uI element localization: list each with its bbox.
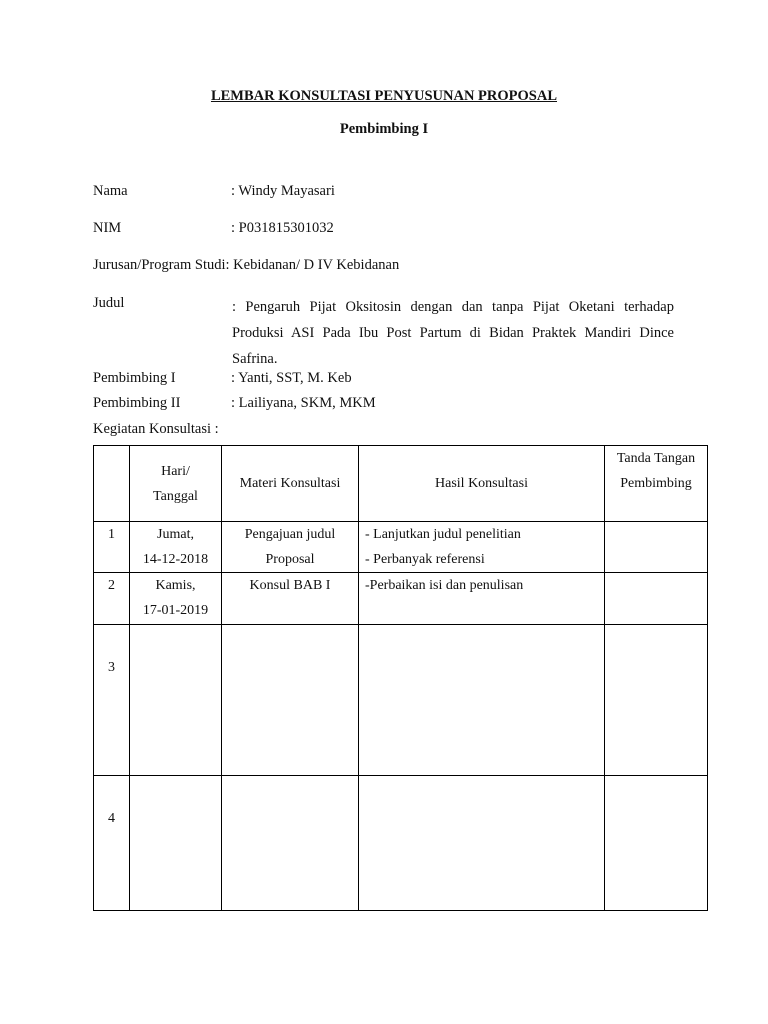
judul-value: : Pengaruh Pijat Oksitosin dengan dan tanpa Pijat Oketani terhadap Produksi ASI Pada Ibu Post Partum di Bidan Praktek Mandiri Dince Safrina. (232, 299, 674, 367)
consultation-table (93, 445, 708, 911)
row-hasil-cell (359, 776, 605, 911)
document-subtitle: Pembimbing I (339, 121, 429, 137)
row-no: 1 (94, 522, 130, 573)
row-hari-cell (130, 573, 222, 625)
header-hari-line2: Tanggal (153, 488, 198, 504)
header-ttd-line2: Pembimbing (620, 476, 692, 491)
table-row (94, 522, 708, 573)
row-no (94, 625, 130, 776)
nama-value: : Windy Mayasari (231, 183, 335, 199)
nim-label: NIM (93, 220, 122, 236)
row-materi-line1: Pengajuan judul (244, 527, 336, 542)
row-materi-cell (222, 625, 359, 776)
header-hari-line1: Hari/ (161, 463, 190, 479)
pembimbing2-value: : Lailiyana, SKM, MKM (231, 395, 376, 411)
pembimbing1-label: Pembimbing I (93, 370, 176, 386)
row-hari-line1: Jumat, (157, 527, 194, 542)
row-no: 2 (94, 573, 130, 625)
nim-value: : P031815301032 (231, 220, 334, 236)
row-materi-cell (222, 522, 359, 573)
pembimbing1-value: : Yanti, SST, M. Keb (231, 370, 352, 386)
row-hasil-line1: - Lanjutkan judul penelitian (365, 527, 521, 542)
row-materi-cell (222, 573, 359, 625)
row-hari-cell (130, 625, 222, 776)
header-no-cell (94, 446, 130, 522)
document-title (0, 88, 768, 105)
header-ttd-line1: Tanda Tangan (616, 451, 696, 466)
row-hasil-line1: -Perbaikan isi dan penulisan (365, 578, 524, 593)
nama-label: Nama (93, 183, 128, 199)
row-hari-line2: 17-01-2019 (142, 603, 209, 618)
table-row (94, 573, 708, 625)
pembimbing2-label: Pembimbing II (93, 395, 181, 411)
row-no (94, 776, 130, 911)
table-header-row (94, 446, 708, 522)
row-hari-line2: 14-12-2018 (142, 552, 209, 567)
row-signature-cell (605, 776, 708, 911)
row-hasil-line2: - Perbanyak referensi (365, 552, 485, 567)
row-no-text: 3 (108, 660, 115, 675)
row-hari-cell (130, 776, 222, 911)
row-signature-cell (605, 573, 708, 625)
header-materi-cell (222, 446, 359, 522)
document-title-text: LEMBAR KONSULTASI PENYUSUNAN PROPOSAL (210, 88, 558, 104)
kegiatan-label: Kegiatan Konsultasi : (93, 421, 219, 437)
header-materi: Materi Konsultasi (239, 476, 341, 491)
table-row (94, 625, 708, 776)
header-ttd-cell (605, 446, 708, 522)
row-signature-cell (605, 625, 708, 776)
header-hasil: Hasil Konsultasi (435, 476, 528, 491)
row-materi-line2: Proposal (265, 552, 315, 567)
row-materi-cell (222, 776, 359, 911)
row-hasil-cell (359, 522, 605, 573)
row-no-text: 4 (108, 811, 115, 826)
header-hari-cell (130, 446, 222, 522)
header-hasil-cell (359, 446, 605, 522)
row-hari-line1: Kamis, (155, 578, 196, 593)
row-hari-cell (130, 522, 222, 573)
judul-label: Judul (93, 295, 125, 311)
row-hasil-cell (359, 573, 605, 625)
table-row (94, 776, 708, 911)
row-materi-line1: Konsul BAB I (249, 578, 331, 593)
jurusan-line: Jurusan/Program Studi: Kebidanan/ D IV Kebidanan (93, 257, 400, 273)
row-signature-cell (605, 522, 708, 573)
row-hasil-cell (359, 625, 605, 776)
